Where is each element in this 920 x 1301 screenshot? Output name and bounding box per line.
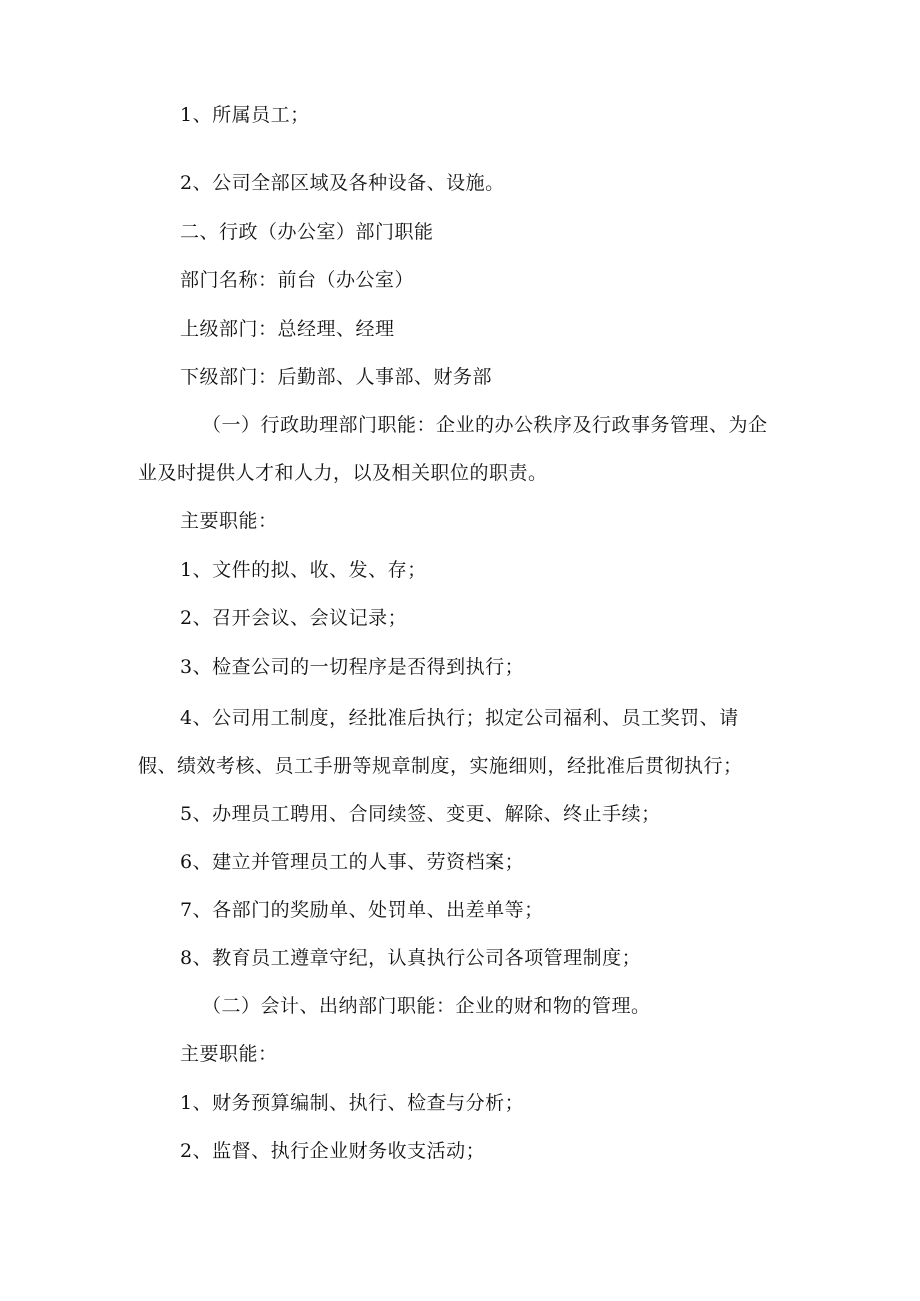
- duty-item-1: 1、文件的拟、收、发、存；: [180, 559, 427, 581]
- main-duties-label: 主要职能：: [180, 510, 278, 532]
- accounting-duty-2: 2、监督、执行企业财务收支活动；: [180, 1140, 486, 1162]
- subsection-admin-assistant-cont: 业及时提供人才和人力，以及相关职位的职责。: [138, 462, 548, 484]
- duty-item-6: 6、建立并管理员工的人事、劳资档案；: [180, 851, 525, 873]
- duty-item-2: 2、召开会议、会议记录；: [180, 607, 408, 629]
- list-item-facilities: 2、公司全部区域及各种设备、设施。: [180, 172, 505, 194]
- subordinate-department: 下级部门：后勤部、人事部、财务部: [180, 366, 493, 388]
- list-item-employees: 1、所属员工；: [180, 104, 310, 126]
- main-duties-label-2: 主要职能：: [180, 1043, 278, 1065]
- duty-item-4: 4、公司用工制度，经批准后执行；拟定公司福利、员工奖罚、请: [180, 707, 739, 729]
- duty-item-7: 7、各部门的奖励单、处罚单、出差单等；: [180, 899, 544, 921]
- superior-department: 上级部门：总经理、经理: [180, 318, 395, 340]
- department-name: 部门名称：前台（办公室）: [180, 269, 415, 291]
- subsection-admin-assistant: （一）行政助理部门职能：企业的办公秩序及行政事务管理、为企: [202, 414, 768, 436]
- duty-item-8: 8、教育员工遵章守纪，认真执行公司各项管理制度；: [180, 947, 642, 969]
- duty-item-3: 3、检查公司的一切程序是否得到执行；: [180, 656, 525, 678]
- duty-item-5: 5、办理员工聘用、合同续签、变更、解除、终止手续；: [180, 803, 661, 825]
- subsection-accounting: （二）会计、出纳部门职能：企业的财和物的管理。: [202, 995, 651, 1017]
- duty-item-4-cont: 假、绩效考核、员工手册等规章制度，实施细则，经批准后贯彻执行；: [138, 755, 743, 777]
- section-heading-admin: 二、行政（办公室）部门职能: [180, 221, 434, 243]
- accounting-duty-1: 1、财务预算编制、执行、检查与分析；: [180, 1092, 525, 1114]
